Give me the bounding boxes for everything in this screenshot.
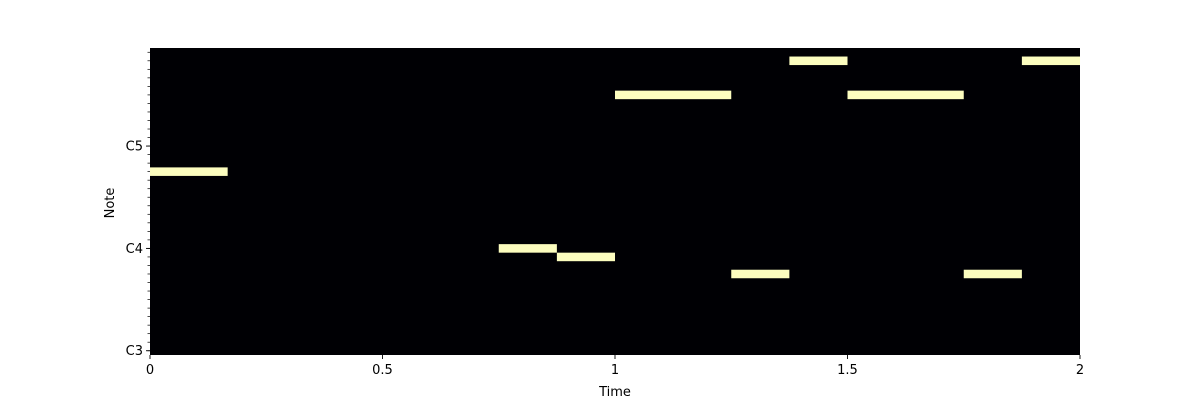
note-bar (1022, 57, 1080, 66)
x-tick-label: 0 (145, 363, 155, 378)
y-tick-label: C5 (125, 139, 143, 155)
note-bar (499, 244, 557, 253)
x-tick-label: 0.5 (372, 363, 393, 378)
y-axis-label: Note (103, 187, 118, 219)
note-bar (789, 57, 847, 66)
note-bar (615, 91, 731, 100)
x-tick-label: 2 (1075, 363, 1085, 378)
x-tick-label: 1 (610, 363, 620, 378)
x-axis-label: Time (599, 385, 631, 400)
note-bar (964, 270, 1022, 279)
note-bar (848, 91, 964, 100)
note-bar (731, 270, 789, 279)
note-bar (150, 167, 228, 176)
y-tick-label: C3 (125, 344, 143, 360)
note-bar (557, 253, 615, 262)
y-tick-label: C4 (125, 241, 143, 257)
x-tick-label: 1.5 (837, 363, 858, 378)
